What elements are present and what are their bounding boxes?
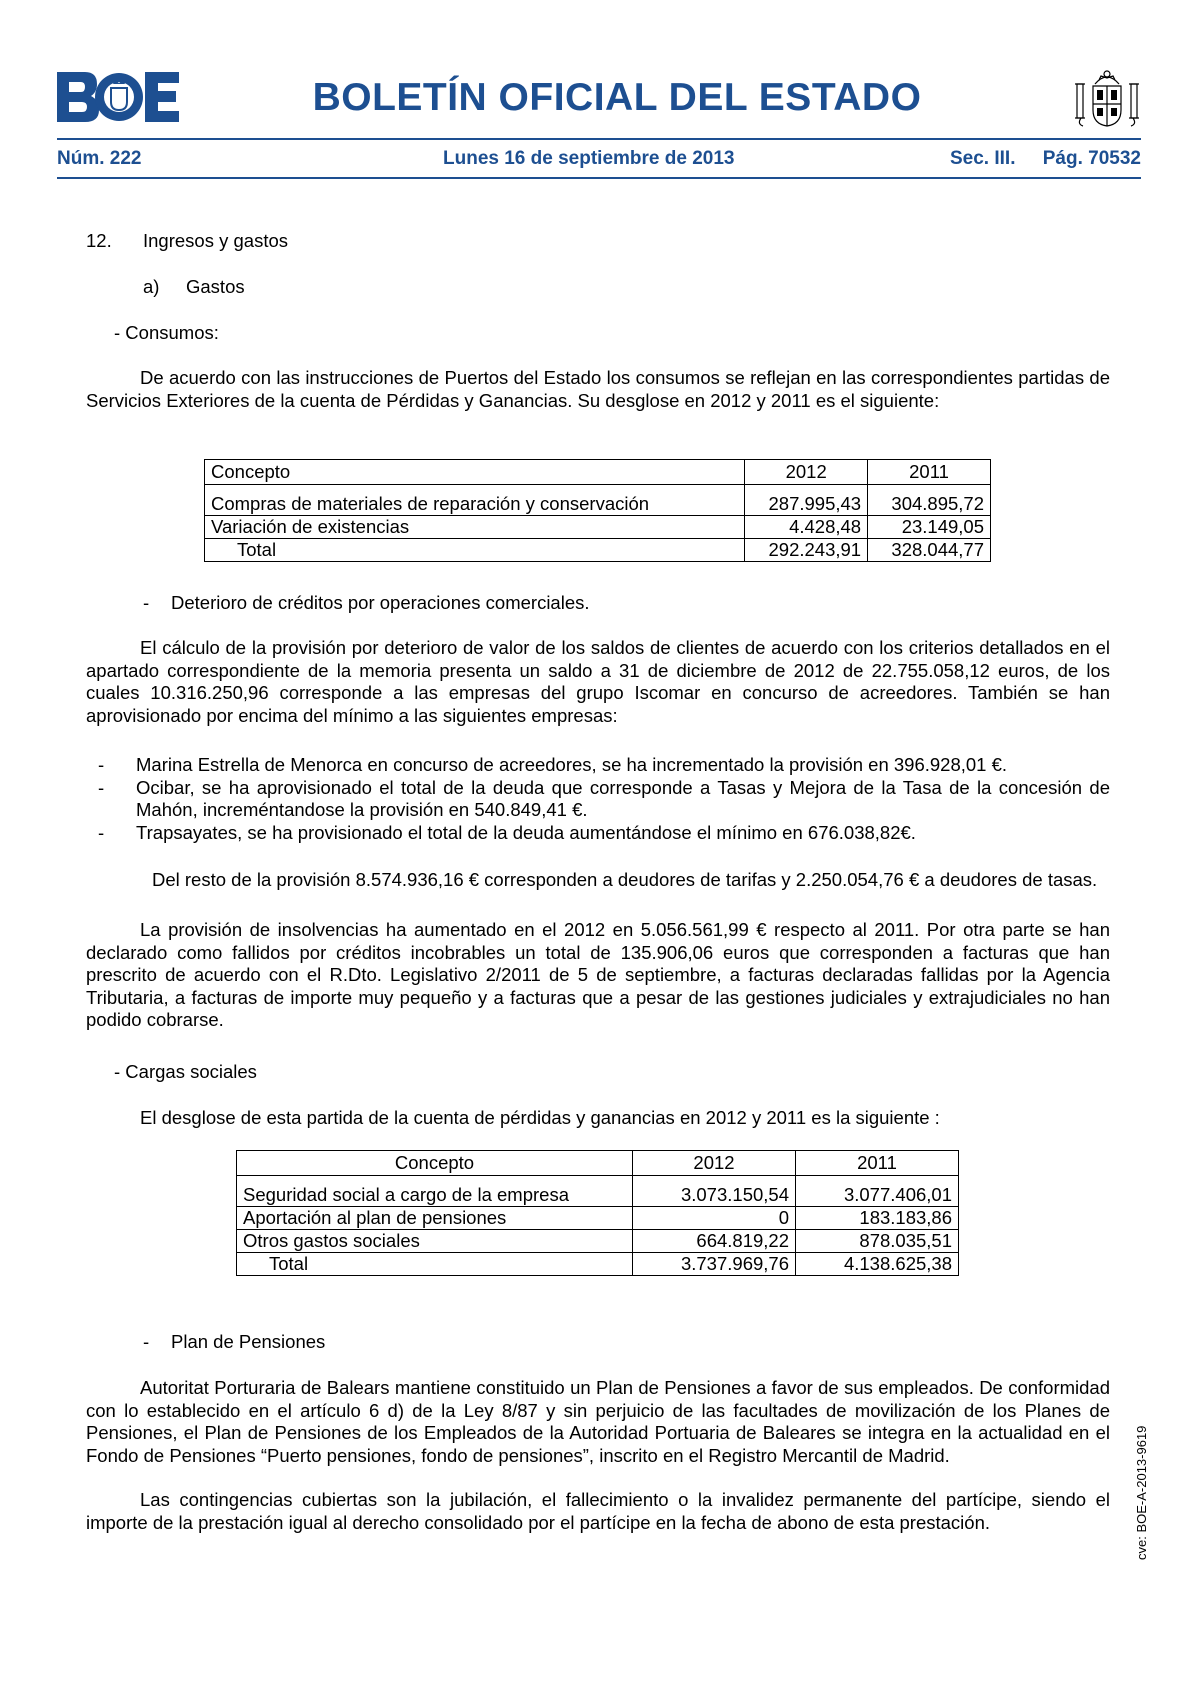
coat-of-arms-icon	[1073, 66, 1141, 130]
table-row	[237, 1176, 959, 1207]
list-item	[86, 822, 1110, 845]
table-cell: Compras de materiales de reparación y conservación	[205, 485, 745, 516]
plan-paragraph-2: Las contingencias cubiertas son la jubilación, el fallecimiento o la invalidez permanente del partícipe, siendo el importe de la prestación igual al derecho consolidado por el partícipe en la fecha de abono de esta prestación.	[86, 1489, 1110, 1533]
table-header-row	[205, 460, 991, 485]
table-cell: 304.895,72	[868, 485, 991, 516]
table-cell: 183.183,86	[796, 1207, 959, 1230]
list-bullet: -	[98, 754, 105, 775]
cargas-heading: - Cargas sociales	[114, 1061, 257, 1082]
table-cell: 23.149,05	[868, 516, 991, 539]
table-cell: Total	[205, 539, 745, 562]
table-cell: 292.243,91	[745, 539, 868, 562]
table-header-row	[237, 1151, 959, 1176]
table-cell: 664.819,22	[633, 1230, 796, 1253]
cve-identifier: cve: BOE-A-2013-9619	[1134, 1425, 1149, 1560]
list-item-text: Trapsayates, se ha provisionado el total de la deuda aumentándose el mínimo en 676.038,82€.	[136, 821, 916, 843]
table-cell: Aportación al plan de pensiones	[237, 1207, 633, 1230]
table-total-row	[205, 539, 991, 562]
page-number: Pág. 70532	[1042, 148, 1141, 169]
list-item	[86, 754, 1110, 777]
list-bullet: -	[98, 821, 105, 843]
deterioro-heading: Deterioro de créditos por operaciones comerciales.	[171, 592, 590, 613]
column-header-concepto: Concepto	[205, 460, 745, 485]
table-cell: Variación de existencias	[205, 516, 745, 539]
table-cell: 3.077.406,01	[796, 1176, 959, 1207]
column-header-2011: 2011	[796, 1151, 959, 1176]
list-item	[86, 777, 1110, 822]
issue-date: Lunes 16 de septiembre de 2013	[443, 148, 735, 169]
consumos-paragraph: De acuerdo con las instrucciones de Puertos del Estado los consumos se reflejan en las correspondientes partidas de Servicios Exteriores de la cuenta de Pérdidas y Ganancias. Su desglose en 2012 y 2011 es el siguiente:	[86, 367, 1110, 411]
page-title: BOLETÍN OFICIAL DEL ESTADO	[312, 76, 922, 119]
cargas-sociales-table	[236, 1150, 959, 1276]
page-header	[57, 66, 1141, 196]
table-row	[237, 1207, 959, 1230]
deterioro-paragraph: El cálculo de la provisión por deterioro de valor de los saldos de clientes de acuerdo con los criterios detallados en el apartado correspondiente de la memoria presenta un saldo a 31 de diciembre de 2012 de 22.755.058,12 euros, de los cuales 10.316.250,96 corresponde a las empresas del grupo Iscomar en concurso de acreedores. También se han aprovisionado por encima del mínimo a las siguientes empresas:	[86, 637, 1110, 726]
consumos-table	[204, 459, 991, 562]
boe-logo	[57, 72, 179, 122]
section-title: Ingresos y gastos	[143, 230, 288, 251]
column-header-2012: 2012	[633, 1151, 796, 1176]
section-number: 12.	[86, 230, 112, 251]
plan-heading: Plan de Pensiones	[171, 1331, 326, 1352]
table-cell: Total	[237, 1253, 633, 1276]
table-cell: 4.428,48	[745, 516, 868, 539]
table-cell: Seguridad social a cargo de la empresa	[237, 1176, 633, 1207]
table-cell: 0	[633, 1207, 796, 1230]
column-header-2011: 2011	[868, 460, 991, 485]
insolvencias-paragraph: La provisión de insolvencias ha aumentado en el 2012 en 5.056.561,99 € respecto al 2011. Por otra parte se han declarado como fallidos por créditos incobrables un total de 135.906,06 euros que corresponden a facturas que han prescrito de acuerdo con el R.Dto. Legislativo 2/2011 de 5 de septiembre, a facturas declaradas fallidas por la Agencia Tributaria, a facturas de importe muy pequeño y a facturas que a pesar de las gestiones judiciales y extrajudiciales no han podido cobrarse.	[86, 919, 1110, 1030]
table-row	[205, 485, 991, 516]
table-cell: 878.035,51	[796, 1230, 959, 1253]
header-rule-bottom	[57, 177, 1141, 179]
subsection-title: Gastos	[186, 276, 245, 297]
list-bullet: -	[98, 776, 105, 798]
table-cell: 328.044,77	[868, 539, 991, 562]
plan-paragraph-1: Autoritat Porturaria de Balears mantiene constituido un Plan de Pensiones a favor de sus empleados. De conformidad con lo establecido en el artículo 6 d) de la Ley 8/87 y sin perjuicio de las facultades de movilización de los Planes de Pensiones, el Plan de Pensiones de los Empleados de la Autoridad Portuaria de Baleares se integra en la actualidad en el Fondo de Pensiones “Puerto pensiones, fondo de pensiones”, inscrito en el Registro Mercantil de Madrid.	[86, 1377, 1110, 1466]
table-cell: 287.995,43	[745, 485, 868, 516]
subsection-letter: a)	[143, 276, 160, 297]
plan-dash: -	[143, 1331, 150, 1352]
consumos-heading: - Consumos:	[114, 322, 219, 343]
column-header-2012: 2012	[745, 460, 868, 485]
table-cell: 4.138.625,38	[796, 1253, 959, 1276]
table-total-row	[237, 1253, 959, 1276]
deterioro-dash: -	[143, 592, 150, 613]
list-item-text: Marina Estrella de Menorca en concurso de acreedores, se ha incrementado la provisión en 396.928,01 €.	[136, 754, 1008, 775]
cargas-paragraph: El desglose de esta partida de la cuenta de pérdidas y ganancias en 2012 y 2011 es la siguiente :	[140, 1107, 940, 1128]
table-cell: Otros gastos sociales	[237, 1230, 633, 1253]
table-cell: 3.737.969,76	[633, 1253, 796, 1276]
table-cell: 3.073.150,54	[633, 1176, 796, 1207]
column-header-concepto: Concepto	[237, 1151, 633, 1176]
table-row	[237, 1230, 959, 1253]
provision-list	[86, 754, 1110, 844]
section-label: Sec. III.	[950, 148, 1016, 169]
resto-paragraph: Del resto de la provisión 8.574.936,16 € corresponden a deudores de tarifas y 2.250.054,76 € a deudores de tasas.	[152, 869, 1098, 890]
list-item-text: Ocibar, se ha aprovisionado el total de la deuda que corresponde a Tasas y Mejora de la Tasa de la concesión de Mahón, increméntandose la provisión en 540.849,41 €.	[136, 776, 1110, 820]
header-rule-top	[57, 138, 1141, 140]
table-row	[205, 516, 991, 539]
issue-number: Núm. 222	[57, 148, 142, 169]
